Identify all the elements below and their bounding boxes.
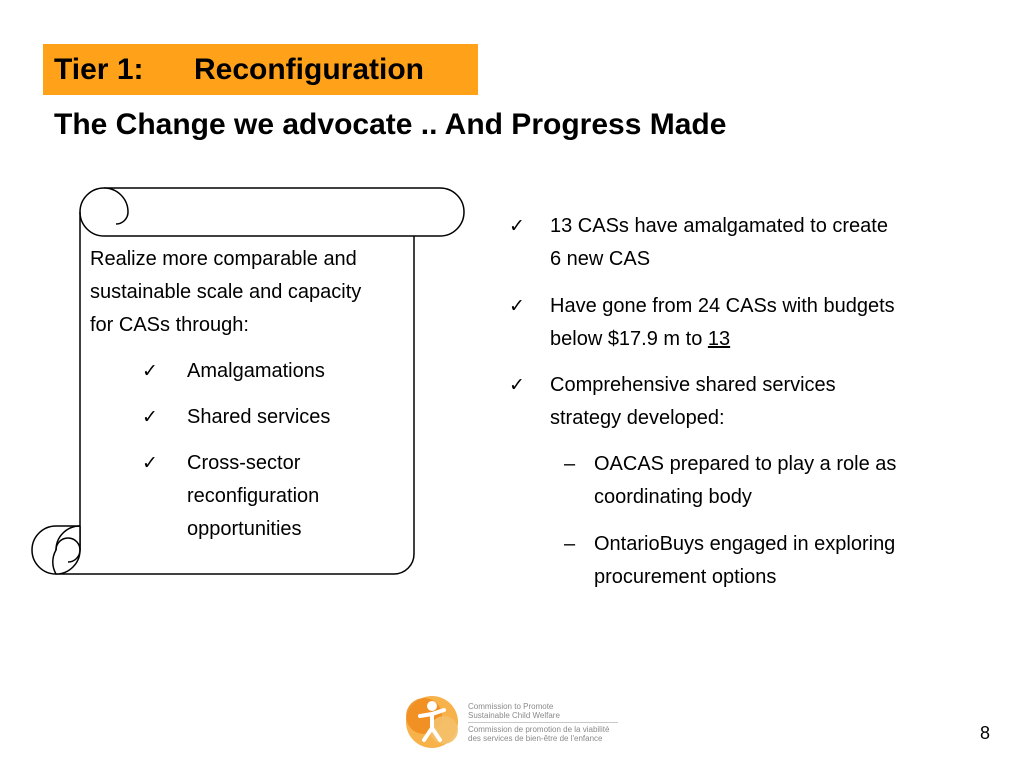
- progress-item-shared-services: strategy developed:: [550, 407, 725, 429]
- scroll-item-cross-sector: reconfiguration: [187, 485, 320, 507]
- slide-subtitle: The Change we advocate .. And Progress Made: [54, 108, 727, 141]
- checkmark-icon: ✓: [142, 360, 158, 382]
- scroll-intro-line: sustainable scale and capacity: [90, 281, 362, 303]
- checkmark-icon: ✓: [142, 406, 158, 428]
- subitem-oacas: coordinating body: [594, 486, 752, 508]
- scroll-intro: [90, 243, 410, 342]
- logo-emblem-icon: [402, 690, 466, 750]
- subitem-ontariobuys: OntarioBuys engaged in exploring: [594, 533, 896, 555]
- progress-item-shared-services: Comprehensive shared services: [550, 374, 836, 396]
- dash-icon: –: [564, 453, 576, 475]
- logo-text-fr: Commission de promotion de la viabilité: [468, 725, 610, 734]
- logo-text-en: Commission to Promote: [468, 702, 554, 711]
- budgets-count: 13: [707, 328, 731, 350]
- logo-divider: [468, 722, 618, 723]
- tier-title: Reconfiguration: [194, 53, 424, 86]
- progress-item-budgets: Have gone from 24 CASs with budgets: [550, 295, 895, 317]
- progress-item-budgets: [550, 323, 730, 356]
- tier-label: Tier 1:: [54, 53, 144, 86]
- subitem-ontariobuys: procurement options: [594, 566, 777, 588]
- logo-text-fr: des services de bien-être de l'enfance: [468, 734, 603, 743]
- progress-item-amalgamated: 6 new CAS: [550, 248, 651, 270]
- scroll-intro-line: Realize more comparable and: [90, 248, 357, 270]
- progress-item-amalgamated: 13 CASs have amalgamated to create: [550, 215, 888, 237]
- budgets-prefix: below $17.9 m to: [550, 328, 708, 350]
- dash-icon: –: [564, 533, 576, 555]
- checkmark-icon: ✓: [509, 295, 525, 317]
- checkmark-icon: ✓: [509, 374, 525, 396]
- scroll-item-amalgamations: Amalgamations: [187, 360, 325, 382]
- scroll-item-cross-sector: Cross-sector: [187, 452, 301, 474]
- checkmark-icon: ✓: [142, 452, 158, 474]
- logo-text-en: Sustainable Child Welfare: [468, 711, 560, 720]
- page-number: 8: [980, 723, 991, 743]
- scroll-intro-line: for CASs through:: [90, 314, 249, 336]
- scroll-item-shared-services: Shared services: [187, 406, 331, 428]
- commission-logo: [402, 690, 632, 750]
- scroll-item-cross-sector: opportunities: [187, 518, 302, 540]
- subitem-oacas: OACAS prepared to play a role as: [594, 453, 897, 475]
- checkmark-icon: ✓: [509, 215, 525, 237]
